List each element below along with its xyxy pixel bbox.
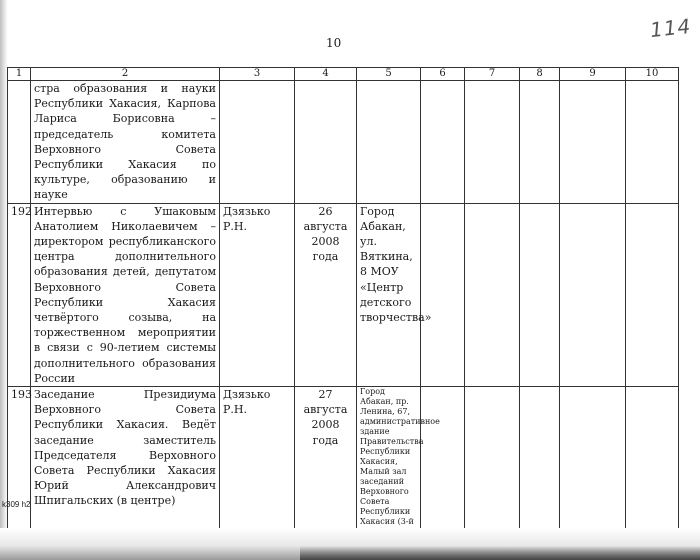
row-place: Город Абакан, ул. Вяткина, 8 МОУ «Центр детского творчества»: [357, 203, 421, 386]
header-row: [8, 68, 679, 81]
table-row: [8, 81, 679, 204]
column-header-2: 2: [31, 68, 220, 81]
column-header-4: 4: [295, 68, 357, 81]
empty-cell: [560, 203, 626, 386]
row-number: 192: [8, 203, 31, 386]
row-date: 27 августа 2008 года: [295, 387, 357, 556]
row-number: 193: [8, 387, 31, 556]
row-author: Дзязько Р.Н.: [220, 203, 295, 386]
scan-bottom-shadow: [300, 546, 700, 560]
footer-code: k309 h2: [2, 500, 31, 509]
column-header-1: 1: [8, 68, 31, 81]
empty-cell: [520, 81, 560, 204]
row-date: [295, 81, 357, 204]
row-date: 26 августа 2008 года: [295, 203, 357, 386]
empty-cell: [465, 81, 520, 204]
row-description: Заседание Президиума Верховного Совета Республики Хакасия. Ведёт заседание заместитель Председателя Верховного Совета Республики Хакасия Юрий Александрович Шпигальских (в центре): [31, 387, 220, 556]
empty-cell: [421, 203, 465, 386]
empty-cell: [560, 81, 626, 204]
empty-cell: [626, 81, 679, 204]
page-number: 10: [326, 36, 342, 50]
empty-cell: [520, 203, 560, 386]
column-header-10: 10: [626, 68, 679, 81]
column-header-3: 3: [220, 68, 295, 81]
column-header-9: 9: [560, 68, 626, 81]
empty-cell: [421, 81, 465, 204]
row-place: [357, 81, 421, 204]
column-header-6: 6: [421, 68, 465, 81]
empty-cell: [626, 203, 679, 386]
column-header-8: 8: [520, 68, 560, 81]
table-row: [8, 203, 679, 386]
column-header-5: 5: [357, 68, 421, 81]
row-description: Интервью с Ушаковым Анатолием Николаевичем – директором республиканского центра дополнительного образования детей, депутатом Верховного Совета Республики Хакасия четвёртого созыва, на торжественном мероприятии в связи с 90-летием системы дополнительного образования России: [31, 203, 220, 386]
row-number: [8, 81, 31, 204]
register-table: [7, 67, 679, 556]
handwritten-sheet-number: 114: [648, 13, 693, 43]
row-author: [220, 81, 295, 204]
row-description: стра образования и науки Республики Хакасия, Карпова Лариса Борисовна – председатель комитета Верховного Совета Республики Хакасия по культуре, образованию и науке: [31, 81, 220, 204]
empty-cell: [465, 203, 520, 386]
row-author: Дзязько Р.Н.: [220, 387, 295, 556]
row-place: Город Абакан, пр. Ленина, 67, административное здание Правительства Республики Хакасия, Малый зал заседаний Верховного Совета Республики Хакасия (3-й: [357, 387, 421, 556]
column-header-7: 7: [465, 68, 520, 81]
